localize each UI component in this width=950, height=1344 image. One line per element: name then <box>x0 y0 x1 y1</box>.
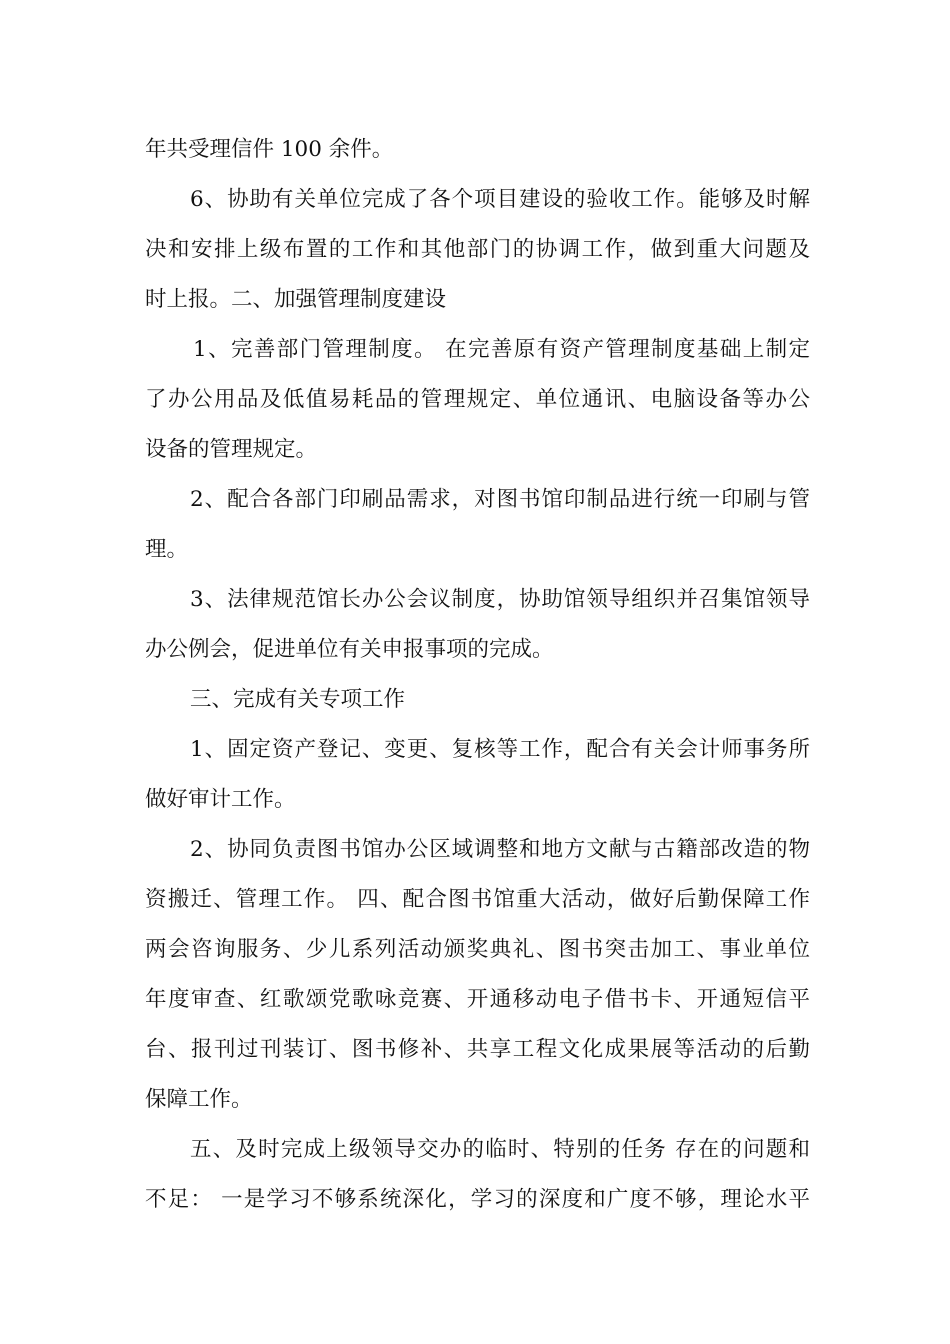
text-line: 保障工作。 <box>145 1087 253 1112</box>
text-line: 了办公用品及低值易耗品的管理规定、单位通讯、电脑设备等办公 <box>145 387 810 412</box>
text-line: 两会咨询服务、少儿系列活动颁奖典礼、图书突击加工、事业单位 <box>145 937 810 962</box>
text-line: 3、法律规范馆长办公会议制度，协助馆领导组织并召集馆领导 <box>190 587 810 612</box>
text-line: 年共受理信件 100 余件。 <box>145 137 394 162</box>
text-line: 五、及时完成上级领导交办的临时、特别的任务 存在的问题和 <box>190 1137 810 1162</box>
text-line: 资搬迁、管理工作。 四、配合图书馆重大活动，做好后勤保障工作 <box>145 887 810 912</box>
text-line: 决和安排上级布置的工作和其他部门的协调工作，做到重大问题及 <box>145 237 810 262</box>
text-line: 2、配合各部门印刷品需求，对图书馆印制品进行统一印刷与管 <box>190 487 810 512</box>
text-line: 台、报刊过刊装订、图书修补、共享工程文化成果展等活动的后勤 <box>145 1037 810 1062</box>
text-line: 做好审计工作。 <box>145 787 296 812</box>
section-heading: 三、完成有关专项工作 <box>190 687 406 712</box>
text-line: 不足： 一是学习不够系统深化，学习的深度和广度不够，理论水平 <box>145 1187 810 1212</box>
text-line: 2、协同负责图书馆办公区域调整和地方文献与古籍部改造的物 <box>190 837 810 862</box>
text-line: 年度审查、红歌颂党歌咏竞赛、开通移动电子借书卡、开通短信平 <box>145 987 810 1012</box>
text-line: 设备的管理规定。 <box>145 437 318 462</box>
text-line: 时上报。二、加强管理制度建设 <box>145 287 447 312</box>
text-line: 6、协助有关单位完成了各个项目建设的验收工作。能够及时解 <box>190 187 810 212</box>
text-line: 1、固定资产登记、变更、复核等工作，配合有关会计师事务所 <box>190 737 810 762</box>
text-line: 办公例会，促进单位有关申报事项的完成。 <box>145 637 554 662</box>
text-line: 1、完善部门管理制度。 在完善原有资产管理制度基础上制定 <box>193 337 810 362</box>
text-line: 理。 <box>145 537 189 562</box>
